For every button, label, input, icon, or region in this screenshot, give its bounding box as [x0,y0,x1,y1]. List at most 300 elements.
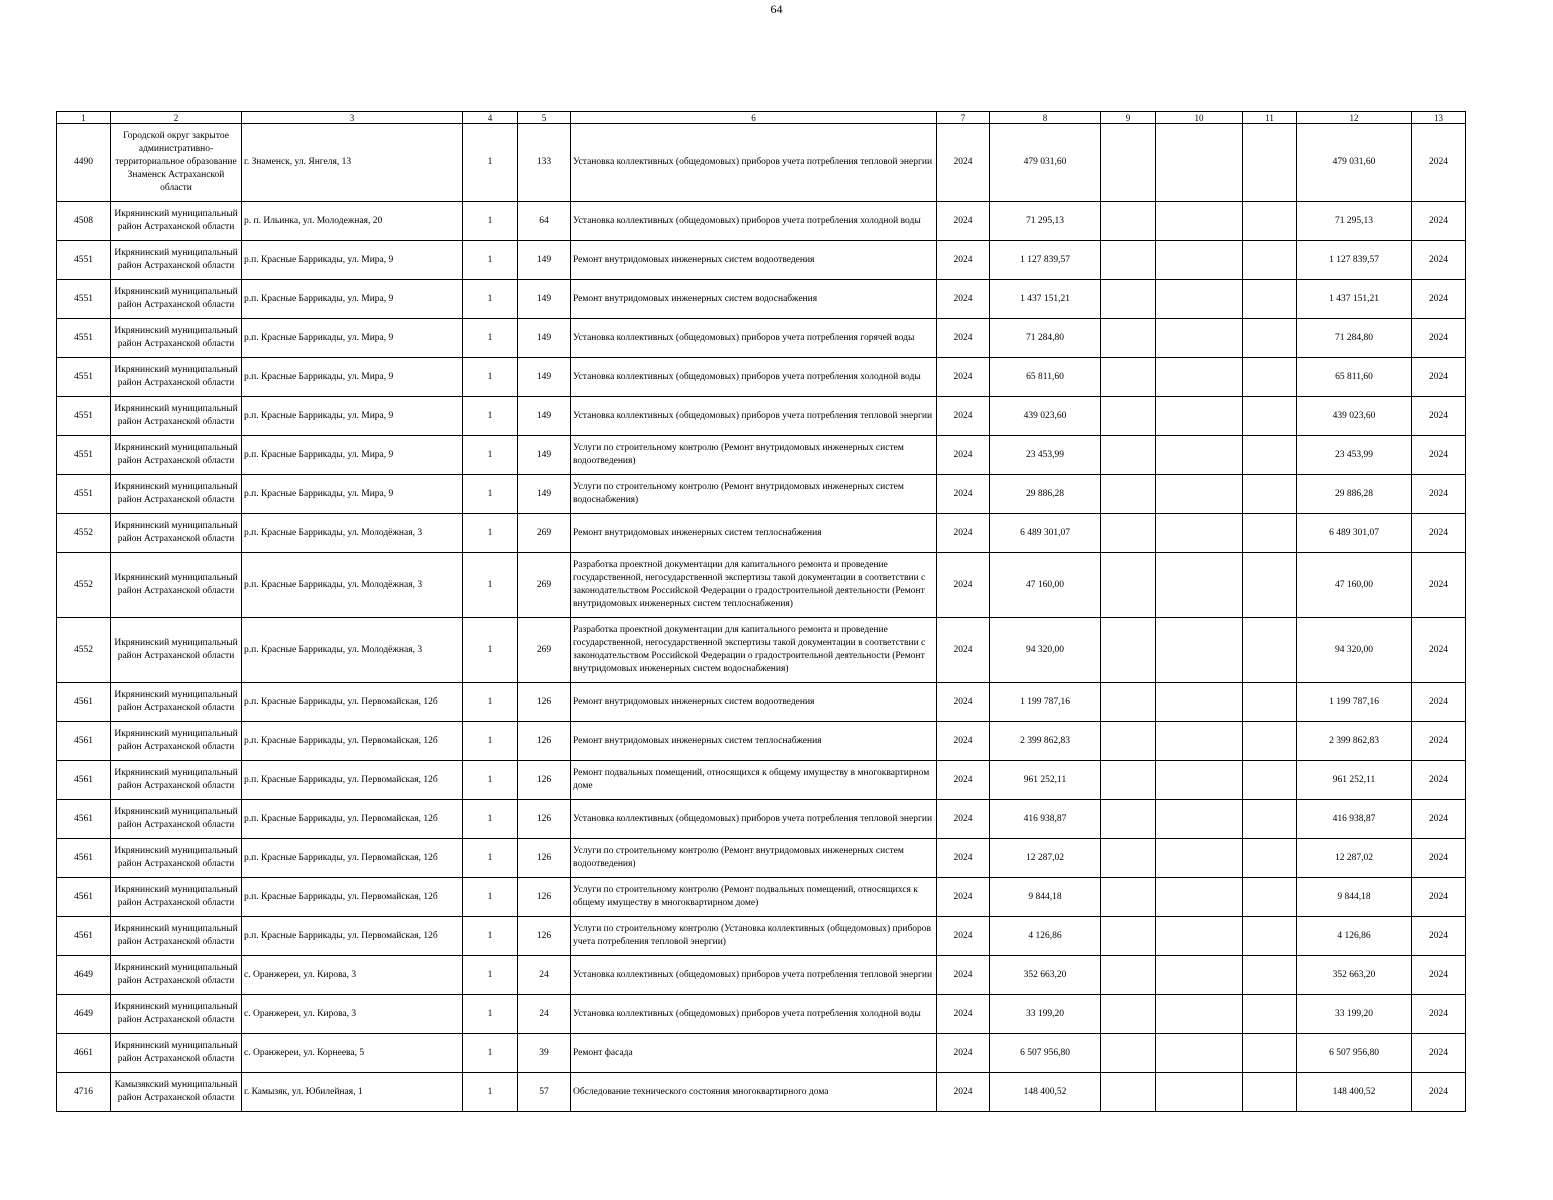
col12-cost-cell: 416 938,87 [1297,800,1412,839]
col11-value-cell [1243,878,1297,917]
work-type-cell: Ремонт внутридомовых инженерных систем водоотведения [571,683,937,722]
col9-value-cell [1101,878,1156,917]
col10-value-cell [1156,683,1243,722]
municipality-cell: Икрянинский муниципальный район Астраханской области [111,683,242,722]
work-type-cell: Ремонт подвальных помещений, относящихся к общему имуществу в многоквартирном доме [571,761,937,800]
cost-cell: 29 886,28 [990,475,1101,514]
col12-cost-cell: 9 844,18 [1297,878,1412,917]
col11-value-cell [1243,839,1297,878]
col11-value-cell [1243,280,1297,319]
col5-value-cell: 149 [518,436,571,475]
work-type-cell: Разработка проектной документации для капитального ремонта и проведение государственной, негосударственной экспертизы такой документации в соответствии с законодательством Российской Федерации о градостроительной деятельности (Ремонт внутридомовых инженерных систем водоснабжения) [571,618,937,683]
object-number-cell: 4490 [57,124,111,202]
table-row [57,800,1466,839]
column-header: 4 [463,112,518,124]
col4-value-cell: 1 [463,280,518,319]
work-type-cell: Услуги по строительному контролю (Установка коллективных (общедомовых) приборов учета потребления тепловой энергии) [571,917,937,956]
col4-value-cell: 1 [463,878,518,917]
object-number-cell: 4561 [57,683,111,722]
col11-value-cell [1243,683,1297,722]
col11-value-cell [1243,319,1297,358]
table-row [57,436,1466,475]
object-number-cell: 4649 [57,956,111,995]
col13-year-cell: 2024 [1412,761,1466,800]
column-header: 3 [242,112,463,124]
col11-value-cell [1243,1073,1297,1112]
table-row [57,241,1466,280]
col4-value-cell: 1 [463,839,518,878]
col4-value-cell: 1 [463,358,518,397]
table-row [57,878,1466,917]
year-cell: 2024 [937,397,990,436]
col13-year-cell: 2024 [1412,722,1466,761]
col10-value-cell [1156,436,1243,475]
col11-value-cell [1243,553,1297,618]
col12-cost-cell: 961 252,11 [1297,761,1412,800]
address-cell: с. Оранжереи, ул. Корнеева, 5 [242,1034,463,1073]
col9-value-cell [1101,800,1156,839]
col4-value-cell: 1 [463,475,518,514]
object-number-cell: 4561 [57,917,111,956]
year-cell: 2024 [937,358,990,397]
col11-value-cell [1243,241,1297,280]
address-cell: р.п. Красные Баррикады, ул. Мира, 9 [242,280,463,319]
col5-value-cell: 149 [518,280,571,319]
col11-value-cell [1243,956,1297,995]
col13-year-cell: 2024 [1412,995,1466,1034]
address-cell: р.п. Красные Баррикады, ул. Первомайская, 12б [242,878,463,917]
table-row [57,475,1466,514]
cost-cell: 65 811,60 [990,358,1101,397]
table-row [57,683,1466,722]
table-row [57,956,1466,995]
address-cell: р.п. Красные Баррикады, ул. Мира, 9 [242,397,463,436]
col13-year-cell: 2024 [1412,202,1466,241]
work-type-cell: Установка коллективных (общедомовых) приборов учета потребления тепловой энергии [571,800,937,839]
work-type-cell: Установка коллективных (общедомовых) приборов учета потребления горячей воды [571,319,937,358]
year-cell: 2024 [937,202,990,241]
object-number-cell: 4551 [57,475,111,514]
col4-value-cell: 1 [463,800,518,839]
municipality-cell: Икрянинский муниципальный район Астраханской области [111,241,242,280]
col10-value-cell [1156,553,1243,618]
municipality-cell: Икрянинский муниципальный район Астраханской области [111,800,242,839]
object-number-cell: 4508 [57,202,111,241]
col9-value-cell [1101,358,1156,397]
cost-cell: 352 663,20 [990,956,1101,995]
municipality-cell: Икрянинский муниципальный район Астраханской области [111,618,242,683]
col10-value-cell [1156,514,1243,553]
col11-value-cell [1243,514,1297,553]
address-cell: г. Знаменск, ул. Янгеля, 13 [242,124,463,202]
column-header: 6 [571,112,937,124]
col11-value-cell [1243,722,1297,761]
object-number-cell: 4716 [57,1073,111,1112]
col11-value-cell [1243,800,1297,839]
col13-year-cell: 2024 [1412,1034,1466,1073]
col5-value-cell: 269 [518,514,571,553]
cost-cell: 6 507 956,80 [990,1034,1101,1073]
col10-value-cell [1156,358,1243,397]
year-cell: 2024 [937,1073,990,1112]
col12-cost-cell: 1 199 787,16 [1297,683,1412,722]
work-type-cell: Установка коллективных (общедомовых) приборов учета потребления холодной воды [571,358,937,397]
table-row [57,839,1466,878]
col13-year-cell: 2024 [1412,319,1466,358]
col9-value-cell [1101,956,1156,995]
work-type-cell: Ремонт внутридомовых инженерных систем водоснабжения [571,280,937,319]
col10-value-cell [1156,124,1243,202]
address-cell: р.п. Красные Баррикады, ул. Мира, 9 [242,358,463,397]
col11-value-cell [1243,618,1297,683]
work-type-cell: Услуги по строительному контролю (Ремонт внутридомовых инженерных систем водоснабжения) [571,475,937,514]
col9-value-cell [1101,917,1156,956]
address-cell: р.п. Красные Баррикады, ул. Мира, 9 [242,319,463,358]
col11-value-cell [1243,358,1297,397]
col4-value-cell: 1 [463,995,518,1034]
object-number-cell: 4552 [57,514,111,553]
table-row [57,722,1466,761]
work-type-cell: Ремонт внутридомовых инженерных систем теплоснабжения [571,514,937,553]
col13-year-cell: 2024 [1412,878,1466,917]
address-cell: р.п. Красные Баррикады, ул. Первомайская, 12б [242,761,463,800]
col9-value-cell [1101,839,1156,878]
col12-cost-cell: 148 400,52 [1297,1073,1412,1112]
work-type-cell: Ремонт внутридомовых инженерных систем водоотведения [571,241,937,280]
column-header: 1 [57,112,111,124]
col12-cost-cell: 94 320,00 [1297,618,1412,683]
cost-cell: 1 199 787,16 [990,683,1101,722]
object-number-cell: 4551 [57,280,111,319]
object-number-cell: 4551 [57,358,111,397]
col13-year-cell: 2024 [1412,683,1466,722]
object-number-cell: 4561 [57,800,111,839]
col10-value-cell [1156,800,1243,839]
cost-cell: 33 199,20 [990,995,1101,1034]
col12-cost-cell: 352 663,20 [1297,956,1412,995]
cost-cell: 71 284,80 [990,319,1101,358]
col5-value-cell: 149 [518,241,571,280]
address-cell: р.п. Красные Баррикады, ул. Первомайская, 12б [242,683,463,722]
address-cell: с. Оранжереи, ул. Кирова, 3 [242,956,463,995]
year-cell: 2024 [937,956,990,995]
col10-value-cell [1156,761,1243,800]
year-cell: 2024 [937,553,990,618]
col13-year-cell: 2024 [1412,358,1466,397]
col9-value-cell [1101,761,1156,800]
work-type-cell: Установка коллективных (общедомовых) приборов учета потребления тепловой энергии [571,956,937,995]
table-row [57,553,1466,618]
year-cell: 2024 [937,722,990,761]
col5-value-cell: 149 [518,358,571,397]
work-type-cell: Установка коллективных (общедомовых) приборов учета потребления холодной воды [571,995,937,1034]
col4-value-cell: 1 [463,397,518,436]
col5-value-cell: 126 [518,722,571,761]
work-type-cell: Разработка проектной документации для капитального ремонта и проведение государственной, негосударственной экспертизы такой документации в соответствии с законодательством Российской Федерации о градостроительной деятельности (Ремонт внутридомовых инженерных систем теплоснабжения) [571,553,937,618]
municipality-cell: Икрянинский муниципальный район Астраханской области [111,319,242,358]
col13-year-cell: 2024 [1412,280,1466,319]
col5-value-cell: 269 [518,553,571,618]
work-type-cell: Установка коллективных (общедомовых) приборов учета потребления холодной воды [571,202,937,241]
col4-value-cell: 1 [463,618,518,683]
col12-cost-cell: 47 160,00 [1297,553,1412,618]
col9-value-cell [1101,475,1156,514]
col4-value-cell: 1 [463,514,518,553]
year-cell: 2024 [937,683,990,722]
col10-value-cell [1156,995,1243,1034]
col13-year-cell: 2024 [1412,800,1466,839]
municipality-cell: Икрянинский муниципальный район Астраханской области [111,956,242,995]
col12-cost-cell: 439 023,60 [1297,397,1412,436]
table-row [57,397,1466,436]
year-cell: 2024 [937,514,990,553]
column-header: 12 [1297,112,1412,124]
col12-cost-cell: 12 287,02 [1297,839,1412,878]
municipality-cell: Икрянинский муниципальный район Астраханской области [111,839,242,878]
col11-value-cell [1243,202,1297,241]
object-number-cell: 4551 [57,436,111,475]
cost-cell: 94 320,00 [990,618,1101,683]
col9-value-cell [1101,514,1156,553]
cost-cell: 6 489 301,07 [990,514,1101,553]
municipality-cell: Икрянинский муниципальный район Астраханской области [111,1034,242,1073]
col9-value-cell [1101,553,1156,618]
address-cell: р.п. Красные Баррикады, ул. Мира, 9 [242,475,463,514]
col9-value-cell [1101,683,1156,722]
work-type-cell: Установка коллективных (общедомовых) приборов учета потребления тепловой энергии [571,397,937,436]
col12-cost-cell: 1 127 839,57 [1297,241,1412,280]
municipality-cell: Икрянинский муниципальный район Астраханской области [111,917,242,956]
col10-value-cell [1156,202,1243,241]
year-cell: 2024 [937,995,990,1034]
object-number-cell: 4551 [57,397,111,436]
col13-year-cell: 2024 [1412,956,1466,995]
table-row [57,358,1466,397]
column-header: 11 [1243,112,1297,124]
col10-value-cell [1156,917,1243,956]
col4-value-cell: 1 [463,683,518,722]
col9-value-cell [1101,124,1156,202]
cost-cell: 71 295,13 [990,202,1101,241]
cost-cell: 4 126,86 [990,917,1101,956]
cost-cell: 23 453,99 [990,436,1101,475]
col12-cost-cell: 1 437 151,21 [1297,280,1412,319]
col12-cost-cell: 479 031,60 [1297,124,1412,202]
table-row [57,319,1466,358]
col10-value-cell [1156,1034,1243,1073]
year-cell: 2024 [937,475,990,514]
col12-cost-cell: 65 811,60 [1297,358,1412,397]
col12-cost-cell: 2 399 862,83 [1297,722,1412,761]
col5-value-cell: 24 [518,956,571,995]
address-cell: р.п. Красные Баррикады, ул. Мира, 9 [242,436,463,475]
col4-value-cell: 1 [463,1034,518,1073]
col11-value-cell [1243,761,1297,800]
municipality-cell: Городской округ закрытое административно-территориальное образование Знаменск Астраханской области [111,124,242,202]
object-number-cell: 4661 [57,1034,111,1073]
column-number-row [57,112,1466,124]
col9-value-cell [1101,722,1156,761]
year-cell: 2024 [937,878,990,917]
col12-cost-cell: 4 126,86 [1297,917,1412,956]
cost-cell: 416 938,87 [990,800,1101,839]
cost-cell: 479 031,60 [990,124,1101,202]
col11-value-cell [1243,995,1297,1034]
object-number-cell: 4552 [57,618,111,683]
col13-year-cell: 2024 [1412,514,1466,553]
year-cell: 2024 [937,917,990,956]
col10-value-cell [1156,839,1243,878]
col11-value-cell [1243,475,1297,514]
address-cell: р.п. Красные Баррикады, ул. Молодёжная, 3 [242,553,463,618]
col9-value-cell [1101,995,1156,1034]
col13-year-cell: 2024 [1412,397,1466,436]
address-cell: р.п. Красные Баррикады, ул. Молодёжная, 3 [242,618,463,683]
col10-value-cell [1156,722,1243,761]
municipality-cell: Камызякский муниципальный район Астраханской области [111,1073,242,1112]
work-type-cell: Установка коллективных (общедомовых) приборов учета потребления тепловой энергии [571,124,937,202]
col9-value-cell [1101,618,1156,683]
col5-value-cell: 133 [518,124,571,202]
col12-cost-cell: 29 886,28 [1297,475,1412,514]
year-cell: 2024 [937,124,990,202]
work-type-cell: Ремонт внутридомовых инженерных систем теплоснабжения [571,722,937,761]
col13-year-cell: 2024 [1412,475,1466,514]
work-type-cell: Услуги по строительному контролю (Ремонт внутридомовых инженерных систем водоотведения) [571,436,937,475]
table-row [57,1073,1466,1112]
col10-value-cell [1156,878,1243,917]
work-type-cell: Услуги по строительному контролю (Ремонт подвальных помещений, относящихся к общему имуществу в многоквартирном доме) [571,878,937,917]
municipality-cell: Икрянинский муниципальный район Астраханской области [111,202,242,241]
column-header: 13 [1412,112,1466,124]
table-row [57,995,1466,1034]
address-cell: р. п. Ильинка, ул. Молодежная, 20 [242,202,463,241]
col10-value-cell [1156,618,1243,683]
col12-cost-cell: 71 284,80 [1297,319,1412,358]
col11-value-cell [1243,397,1297,436]
table-row [57,202,1466,241]
table-row [57,761,1466,800]
col10-value-cell [1156,1073,1243,1112]
col13-year-cell: 2024 [1412,436,1466,475]
col5-value-cell: 39 [518,1034,571,1073]
col13-year-cell: 2024 [1412,241,1466,280]
year-cell: 2024 [937,761,990,800]
municipality-cell: Икрянинский муниципальный район Астраханской области [111,514,242,553]
col5-value-cell: 64 [518,202,571,241]
column-header: 8 [990,112,1101,124]
year-cell: 2024 [937,436,990,475]
col13-year-cell: 2024 [1412,917,1466,956]
col4-value-cell: 1 [463,553,518,618]
col5-value-cell: 149 [518,319,571,358]
cost-cell: 47 160,00 [990,553,1101,618]
municipality-cell: Икрянинский муниципальный район Астраханской области [111,280,242,319]
page-number: 64 [770,2,783,16]
col11-value-cell [1243,917,1297,956]
table-row [57,280,1466,319]
col12-cost-cell: 6 489 301,07 [1297,514,1412,553]
object-number-cell: 4561 [57,761,111,800]
table-body [57,124,1466,1112]
municipality-cell: Икрянинский муниципальный район Астраханской области [111,475,242,514]
cost-cell: 1 127 839,57 [990,241,1101,280]
municipality-cell: Икрянинский муниципальный район Астраханской области [111,436,242,475]
col4-value-cell: 1 [463,722,518,761]
col5-value-cell: 57 [518,1073,571,1112]
cost-cell: 1 437 151,21 [990,280,1101,319]
col10-value-cell [1156,241,1243,280]
table-row [57,124,1466,202]
col4-value-cell: 1 [463,124,518,202]
col13-year-cell: 2024 [1412,124,1466,202]
col9-value-cell [1101,1034,1156,1073]
column-header: 7 [937,112,990,124]
col5-value-cell: 126 [518,917,571,956]
col13-year-cell: 2024 [1412,839,1466,878]
col9-value-cell [1101,397,1156,436]
column-header: 10 [1156,112,1243,124]
col13-year-cell: 2024 [1412,618,1466,683]
municipality-cell: Икрянинский муниципальный район Астраханской области [111,995,242,1034]
year-cell: 2024 [937,618,990,683]
cost-cell: 12 287,02 [990,839,1101,878]
col5-value-cell: 269 [518,618,571,683]
col10-value-cell [1156,280,1243,319]
col4-value-cell: 1 [463,956,518,995]
col9-value-cell [1101,436,1156,475]
cost-cell: 961 252,11 [990,761,1101,800]
col10-value-cell [1156,956,1243,995]
municipality-cell: Икрянинский муниципальный район Астраханской области [111,722,242,761]
col5-value-cell: 149 [518,475,571,514]
column-header: 9 [1101,112,1156,124]
work-type-cell: Обследование технического состояния многоквартирного дома [571,1073,937,1112]
municipality-cell: Икрянинский муниципальный район Астраханской области [111,878,242,917]
municipality-cell: Икрянинский муниципальный район Астраханской области [111,397,242,436]
col12-cost-cell: 6 507 956,80 [1297,1034,1412,1073]
col9-value-cell [1101,241,1156,280]
col11-value-cell [1243,1034,1297,1073]
col9-value-cell [1101,319,1156,358]
municipality-cell: Икрянинский муниципальный район Астраханской области [111,358,242,397]
work-type-cell: Ремонт фасада [571,1034,937,1073]
object-number-cell: 4561 [57,722,111,761]
year-cell: 2024 [937,839,990,878]
column-header: 2 [111,112,242,124]
col4-value-cell: 1 [463,1073,518,1112]
col4-value-cell: 1 [463,202,518,241]
col10-value-cell [1156,397,1243,436]
year-cell: 2024 [937,319,990,358]
col5-value-cell: 149 [518,397,571,436]
col10-value-cell [1156,319,1243,358]
object-number-cell: 4649 [57,995,111,1034]
table-row [57,1034,1466,1073]
address-cell: р.п. Красные Баррикады, ул. Первомайская, 12б [242,917,463,956]
work-type-cell: Услуги по строительному контролю (Ремонт внутридомовых инженерных систем водоотведения) [571,839,937,878]
col4-value-cell: 1 [463,241,518,280]
object-number-cell: 4561 [57,878,111,917]
object-number-cell: 4552 [57,553,111,618]
col12-cost-cell: 33 199,20 [1297,995,1412,1034]
address-cell: с. Оранжереи, ул. Кирова, 3 [242,995,463,1034]
col4-value-cell: 1 [463,319,518,358]
col5-value-cell: 126 [518,683,571,722]
col5-value-cell: 126 [518,839,571,878]
cost-cell: 2 399 862,83 [990,722,1101,761]
col11-value-cell [1243,124,1297,202]
